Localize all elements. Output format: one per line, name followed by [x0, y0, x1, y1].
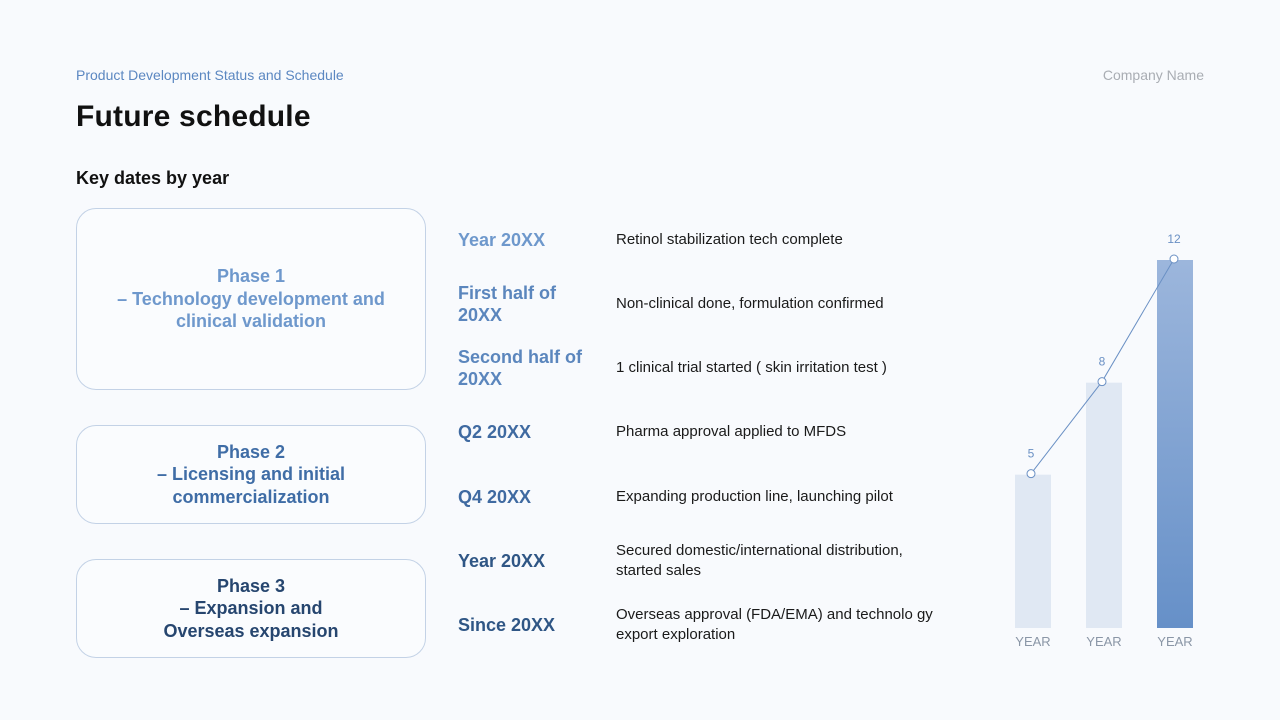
- chart-point: [1170, 255, 1178, 263]
- chart-bar: [1086, 383, 1122, 628]
- breadcrumb: Product Development Status and Schedule: [76, 67, 344, 83]
- phase-title: Phase 3: [216, 575, 286, 596]
- chart-value-label: 5: [1027, 446, 1035, 461]
- schedule-date: Q2 20XX: [458, 422, 532, 442]
- phase-description: – Expansion and Overseas expansion: [163, 598, 339, 641]
- chart-category-label: YEAR: [1086, 634, 1122, 649]
- chart-value-label: 8: [1098, 354, 1106, 369]
- chart-bar: [1157, 260, 1193, 628]
- phase-card-1: [76, 208, 426, 390]
- schedule-text: Secured domestic/international distribution, started sales: [616, 542, 903, 579]
- schedule-date: Q4 20XX: [458, 487, 532, 507]
- chart-point: [1027, 470, 1035, 478]
- schedule-row: [458, 229, 948, 251]
- schedule-date: Year 20XX: [458, 230, 546, 250]
- schedule-date: Second half of 20XX: [458, 347, 583, 389]
- chart-category-label: YEAR: [1157, 634, 1193, 649]
- schedule-text: Pharma approval applied to MFDS: [616, 423, 847, 440]
- section-subtitle: Key dates by year: [76, 168, 230, 188]
- schedule-row: [458, 421, 948, 443]
- phase-card-3: [76, 559, 426, 658]
- chart-svg: [990, 220, 1220, 660]
- schedule-text: 1 clinical trial started ( skin irritation test ): [616, 359, 887, 376]
- schedule-text: Expanding production line, launching pilot: [616, 488, 893, 505]
- phase-title: Phase 1: [216, 266, 286, 287]
- chart-point: [1098, 378, 1106, 386]
- schedule-text: Non-clinical done, formulation confirmed: [616, 295, 884, 312]
- schedule-row: [458, 346, 948, 390]
- schedule-text: Overseas approval (FDA/EMA) and technolo gy export exploration: [616, 606, 933, 643]
- schedule-date: Since 20XX: [458, 615, 556, 635]
- chart-bar: [1015, 475, 1051, 628]
- schedule-row: [458, 282, 948, 326]
- page-title: Future schedule: [76, 100, 311, 133]
- chart-value-label: 12: [1167, 232, 1181, 246]
- schedule-row: [458, 486, 948, 508]
- schedule-date: First half of 20XX: [458, 283, 556, 325]
- phase-description: – Technology development and clinical validation: [117, 288, 385, 332]
- schedule-row: [458, 605, 948, 645]
- company-name: Company Name: [1102, 67, 1204, 83]
- schedule-row: [458, 541, 948, 581]
- phase-description: – Licensing and initial commercialization: [156, 464, 346, 507]
- phase-card-2: [76, 425, 426, 524]
- schedule-text: Retinol stabilization tech complete: [616, 231, 843, 248]
- growth-chart: [990, 220, 1220, 660]
- chart-category-label: YEAR: [1015, 634, 1051, 649]
- phase-title: Phase 2: [216, 441, 286, 462]
- schedule-date: Year 20XX: [458, 551, 546, 571]
